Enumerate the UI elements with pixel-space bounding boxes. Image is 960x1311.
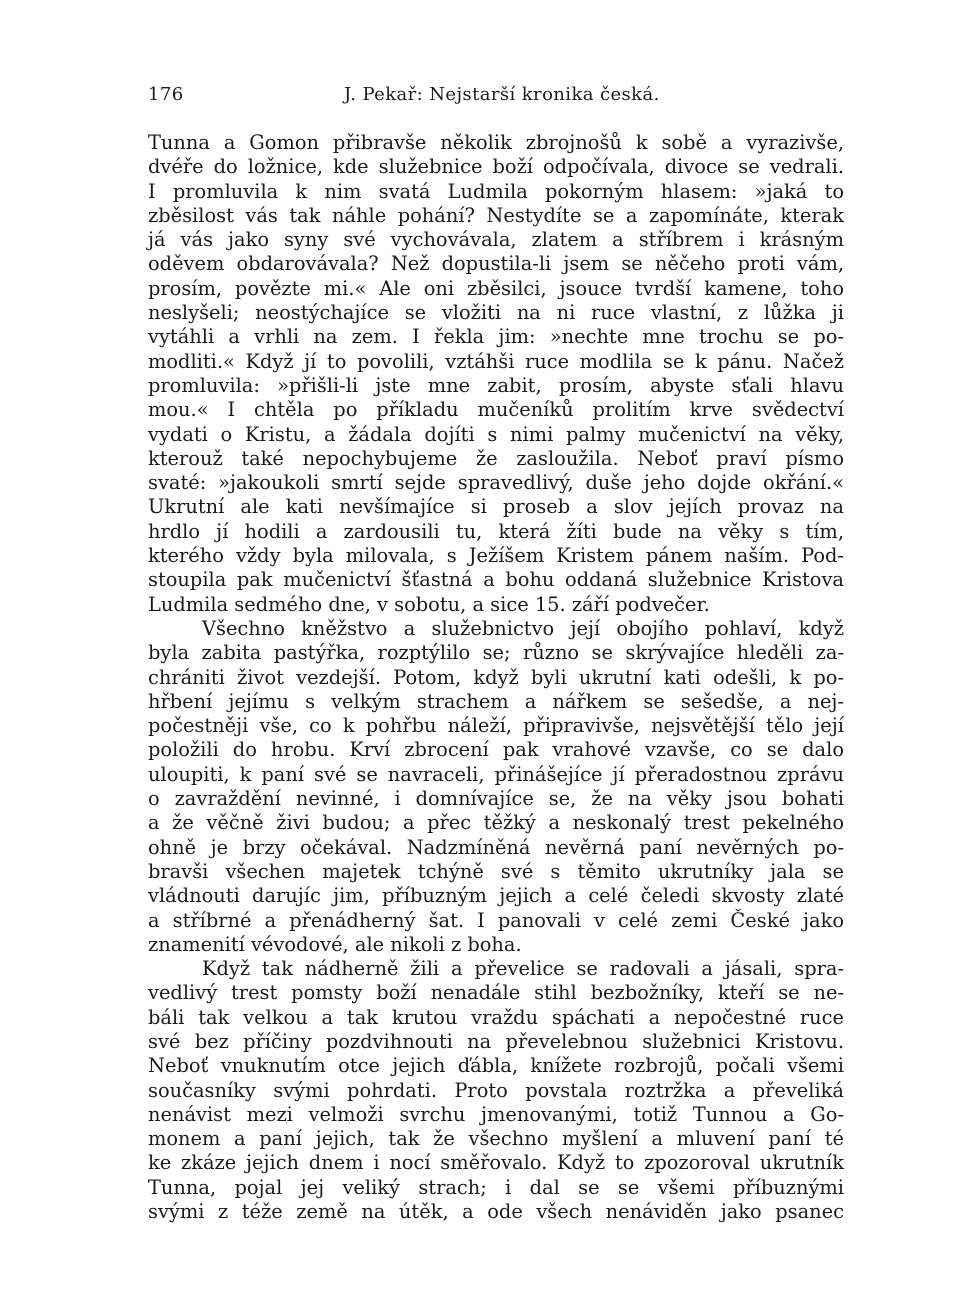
text-line: o zavraždění nevinné, i domnívajíce se, že na věky jsou bohati (148, 787, 844, 811)
text-line: báli tak velkou a tak krutou vraždu spáchati a nepočestné ruce (148, 1005, 844, 1029)
text-line: znamenití vévodové, ale nikoli z boha. (148, 932, 522, 956)
text-line: položili do hrobu. Krví zbrocení pak vrahové vzavše, co se dalo (148, 738, 844, 762)
text-line: vládnouti darujíc jim, příbuzným jejich a celé čeledi skvosty zlaté (148, 884, 844, 908)
text-line: hrdlo jí hodili a zardousili tu, která žíti bude na věky s tím, (148, 519, 844, 543)
text-line: Všechno kněžstvo a služebnictvo její obojího pohlaví, když (202, 616, 844, 640)
text-line: vytáhli a vrhli na zem. I řekla jim: »nechte mne trochu se po- (148, 325, 844, 349)
text-line: neslyšeli; neostýchajíce se vložiti na ni ruce vlastní, z lůžka ji (148, 301, 844, 325)
text-line: byla zabita pastýřka, rozptýlilo se; různo se skrývajíce hleděli za- (148, 641, 844, 665)
text-line: ohně je brzy očekával. Nadzmíněná nevěrná paní nevěrných po- (148, 835, 844, 859)
text-line: zběsilost vás tak náhle pohání? Nestydíte se a zapomínáte, kterak (148, 203, 844, 227)
text-line: Tunna, pojal jej veliký strach; i dal se se všemi příbuznými (148, 1175, 844, 1199)
text-line: prosím, povězte mi.« Ale oni zběsilci, jsouce tvrdší kamene, toho (148, 276, 844, 300)
text-line: stoupila pak mučenictví šťastná a bohu oddaná služebnice Kristova (148, 568, 844, 592)
running-head: J. Pekař: Nejstarší kronika česká. (344, 84, 660, 105)
text-line: Tunna a Gomon přibravše několik zbrojnošů k sobě a vyrazivše, (148, 131, 844, 154)
text-line: vedlivý trest pomsty boží nenadále stihl bezbožníky, kteří se ne- (148, 981, 844, 1005)
text-line: ke zkáze jejich dnem i nocí směřovalo. Když to zpozoroval ukrutník (148, 1151, 844, 1175)
text-line: bravši všechen majetek tchýně své s těmito ukrutníky jala se (148, 859, 844, 883)
text-line: současníky svými pohrdati. Proto povstala roztržka a převeliká (148, 1078, 844, 1102)
page-number: 176 (148, 84, 184, 105)
text-line: a že věčně živi budou; a přec těžký a neskonalý trest pekelného (148, 811, 844, 835)
text-line: promluvila: »přišli-li jste mne zabit, prosím, abyste sťali hlavu (148, 373, 844, 397)
text-line: mou.« I chtěla po příkladu mučeníků prolitím krve svědectví (148, 398, 844, 422)
body-text (148, 131, 844, 1224)
text-line: Ukrutní ale kati nevšímajíce si proseb a slov jejích provaz na (148, 495, 844, 519)
text-line: Ludmila sedmého dne, v sobotu, a sice 15. září podvečer. (148, 592, 710, 616)
paragraph (148, 957, 844, 1224)
text-line: monem a paní jejich, tak že všechno myšlení a mluvení paní té (148, 1127, 844, 1151)
text-line: I promluvila k nim svatá Ludmila pokorným hlasem: »jaká to (148, 179, 844, 203)
text-line: nenávist mezi velmoži svrchu jmenovanými, totiž Tunnou a Go- (148, 1102, 844, 1126)
paragraph (148, 131, 844, 617)
text-line: své bez příčiny pozdvihnouti na převelebnou služebnici Kristovu. (148, 1029, 844, 1053)
text-line: svaté: »jakoukoli smrtí sejde spravedlivý, duše jeho dojde okřání.« (148, 471, 844, 495)
text-line: uloupiti, k paní své se navraceli, přinášejíce jí přeradostnou zprávu (148, 762, 844, 786)
text-line: svými z téže země na útěk, a ode všech nenáviděn jako psanec (148, 1200, 844, 1224)
text-line: dvéře do ložnice, kde služebnice boží odpočívala, divoce se vedrali. (148, 155, 844, 179)
text-line: kterouž také nepochybujeme že zasloužila. Neboť praví písmo (148, 446, 844, 470)
paragraph (148, 617, 844, 957)
text-line: a stříbrné a přenádherný šat. I panovali v celé zemi České jako (148, 908, 844, 932)
text-line: já vás jako syny své vychovávala, zlatem a stříbrem i krásným (148, 228, 844, 252)
text-line: oděvem obdarovávala? Než dopustila-li jsem se něčeho proti vám, (148, 252, 844, 276)
text-line: hřbení jejímu s velkým strachem a nářkem se sešedše, a nej- (148, 689, 844, 713)
text-line: počestněji vše, co k pohřbu náleží, připravivše, nejsvětější tělo její (148, 714, 844, 738)
text-line: chrániti život vezdejší. Potom, když byli ukrutní kati odešli, k po- (148, 665, 844, 689)
text-line: vydati o Kristu, a žádala dojíti s nimi palmy mučenictví na věky, (148, 422, 844, 446)
text-line: kterého vždy byla milovala, s Ježíšem Kristem pánem naším. Pod- (148, 544, 844, 568)
text-line: Neboť vnuknutím otce jejich ďábla, knížete rozbrojů, počali všemi (148, 1054, 844, 1078)
text-line: Když tak nádherně žili a převelice se radovali a jásali, spra- (202, 957, 844, 981)
text-line: modliti.« Když jí to povolili, vztáhši ruce modlila se k pánu. Načež (148, 349, 844, 373)
page-header (148, 84, 844, 114)
